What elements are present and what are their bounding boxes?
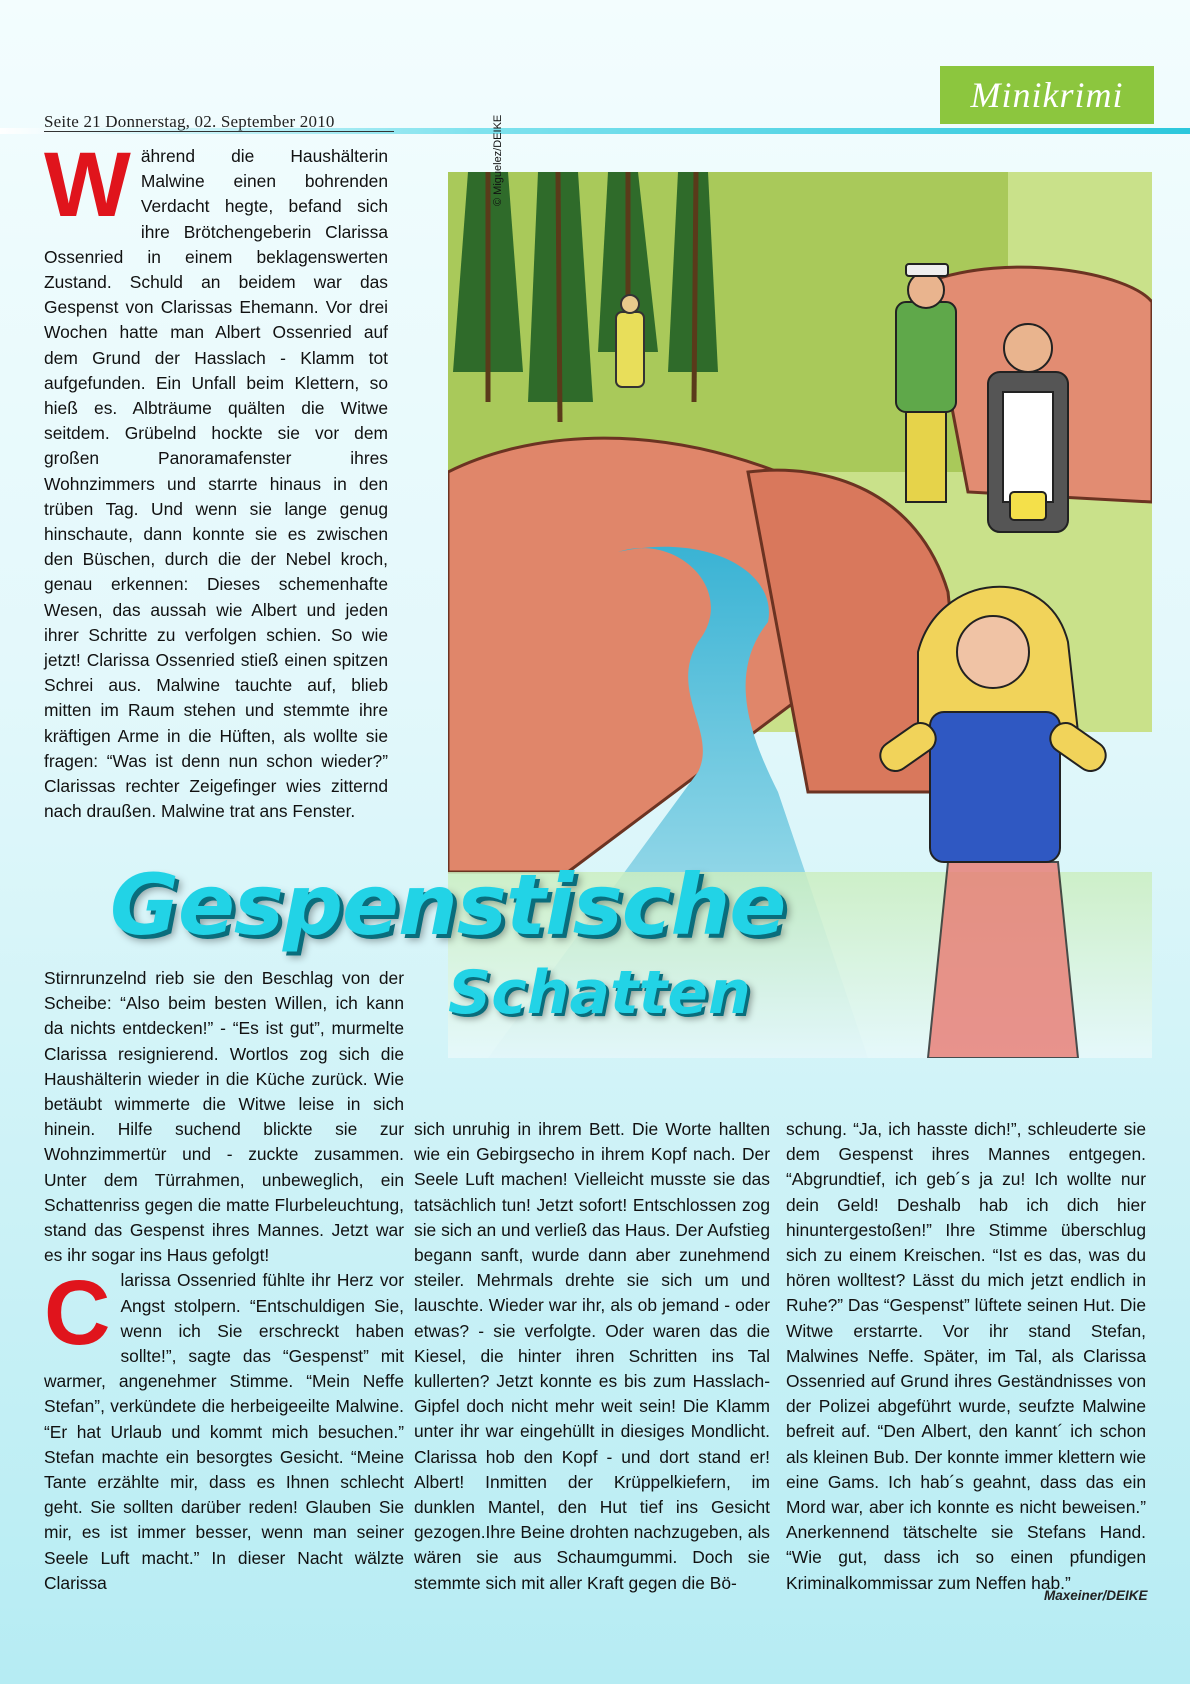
- article-paragraph-5: schung. “Ja, ich hasste dich!”, schleuderte sie dem Gespenst ihres Mannes entgegen. “Abgrundtief, ich geb´s ja zu! Ich wollte nur dein Geld! Deshalb hab ich dich hier hinuntergestoßen!” Ihre Stimme überschlug sich zu einem Kreischen. “Ist es das, was du hören wolltest? Lässt du mich jetzt endlich in Ruhe?” Das “Gespenst” lüftete seinen Hut. Die Witwe erstarrte. Vor ihr stand Stefan, Malwines Neffe. Später, im Tal, als Clarissa Ossenried auf Grund ihres Geständnisses von der Polizei abgeführt wurde, seufzte Malwine befreit auf. “Den Albert, den kannt´ ich schon als kleinen Bub. Der konnte immer klettern wie eine Gams. Ich hab´s geahnt, dass das ein Mord war, aber ich konnte es nicht beweisen.” Anerkennend tätschelte sie Stefans Hand. “Wie gut, dass ich so einen pfundigen Kriminalkommissar zum Neffen hab.”: [786, 1119, 1146, 1593]
- article-column-1: [44, 134, 388, 824]
- page-header: Seite 21 Donnerstag, 02. September 2010: [44, 112, 335, 131]
- article-column-3: [786, 1117, 1146, 1596]
- article-paragraph-2: Stirnrunzelnd rieb sie den Beschlag von der Scheibe: “Also beim besten Willen, ich kann da nichts entdecken!” - “Es ist gut”, murmelte Clarissa resignierend. Wortlos zog sich die Haushälterin wieder in die Küche zurück. Wie betäubt wimmerte die Witwe leise in sich hinein. Hilfe suchend blickte sie zur Wohnzimmertür und - zuckte zusammen. Unter dem Türrahmen, unbeweglich, ein Schattenriss gegen die matte Flurbeleuchtung, stand das Gespenst ihres Mannes. Jetzt war es ihr sogar ins Haus gefolgt!: [44, 968, 404, 1266]
- dropcap-w: W: [44, 134, 131, 236]
- headline-line-1: Gespenstische: [110, 856, 786, 954]
- article-paragraph-4: sich unruhig in ihrem Bett. Die Worte hallten wie ein Gebirgsecho in ihrem Kopf nach. Der Seele Luft machen! Vielleicht musste sie das tatsächlich tun! Jetzt sofort! Entschlossen zog sie sich an und verließ das Haus. Der Aufstieg begann sanft, wurde dann aber zunehmend steiler. Mehrmals drehte sie sich um und lauschte. Wieder war ihr, als ob jemand - oder etwas? - sie verfolgte. Oder waren das die Kiesel, die hinter ihren Schritten ins Tal kullerten? Jetzt konnte es bis zum Hasslach-Gipfel doch nicht mehr weit sein! Die Klamm unter ihr war eingehüllt in diesiges Mondlicht. Clarissa hob den Kopf - und dort stand er! Albert! Inmitten der Krüppelkiefern, im dunklen Mantel, den Hut tief ins Gesicht gezogen.Ihre Beine drohten nachzugeben, als wären sie aus Schaumgummi. Doch sie stemmte sich mit aller Kraft gegen die Bö-: [414, 1119, 770, 1593]
- author-credit: Maxeiner/DEIKE: [1044, 1588, 1148, 1603]
- article-column-2: [414, 1117, 770, 1596]
- section-badge: Minikrimi: [940, 66, 1154, 124]
- dropcap-c: C: [44, 1262, 111, 1365]
- header-underline: [44, 131, 394, 132]
- headline-line-2: Schatten: [448, 958, 751, 1028]
- article-column-1-bottom: [44, 966, 404, 1596]
- article-paragraph-3: larissa Ossenried fühlte ihr Herz vor Angst stolpern. “Entschuldigen Sie, wenn ich Sie erschreckt haben sollte!”, sagte das “Gespenst” mit warmer, angenehmer Stimme. “Mein Neffe Stefan”, verkündete die herbeigeeilte Malwine. “Er hat Urlaub und kommt mich besuchen.” Stefan machte ein besorgtes Gesicht. “Meine Tante erzählte mir, dass es Ihnen schlecht geht. Sie sollten darüber reden! Glauben Sie mir, es ist immer besser, wenn man seiner Seele Luft macht.” In dieser Nacht wälzte Clarissa: [44, 1270, 404, 1593]
- article-paragraph-1: ährend die Haushälterin Malwine einen bohrenden Verdacht hegte, befand sich ihre Brötchengeberin Clarissa Ossenried in einem beklagenswerten Zustand. Schuld an beidem war das Gespenst von Clarissas Ehemann. Vor drei Wochen hatte man Albert Ossenried auf dem Grund der Hasslach - Klamm tot aufgefunden. Ein Unfall beim Klettern, so hieß es. Albträume quälten die Witwe seitdem. Grübelnd hockte sie vor dem großen Panoramafenster ihres Wohnzimmers und starrte hinaus in den trüben Tag. Und wenn sie lange genug hinschaute, dann konnte sie es zwischen den Büschen, durch die der Nebel kroch, genau erkennen: Dieses schemenhafte Wesen, das aussah wie Albert und jeden ihrer Schritte zu verfolgen schien. So wie jetzt! Clarissa Ossenried stieß einen spitzen Schrei aus. Malwine tauchte auf, blieb mitten im Raum stehen und stemmte ihre kräftigen Arme in die Hüften, als wollte sie fragen: “Was ist denn nun schon wieder?” Clarissas rechter Zeigefinger wies zitternd nach draußen. Malwine trat ans Fenster.: [44, 146, 388, 822]
- illustration-copyright: © Miguelez/DEIKE: [492, 114, 504, 206]
